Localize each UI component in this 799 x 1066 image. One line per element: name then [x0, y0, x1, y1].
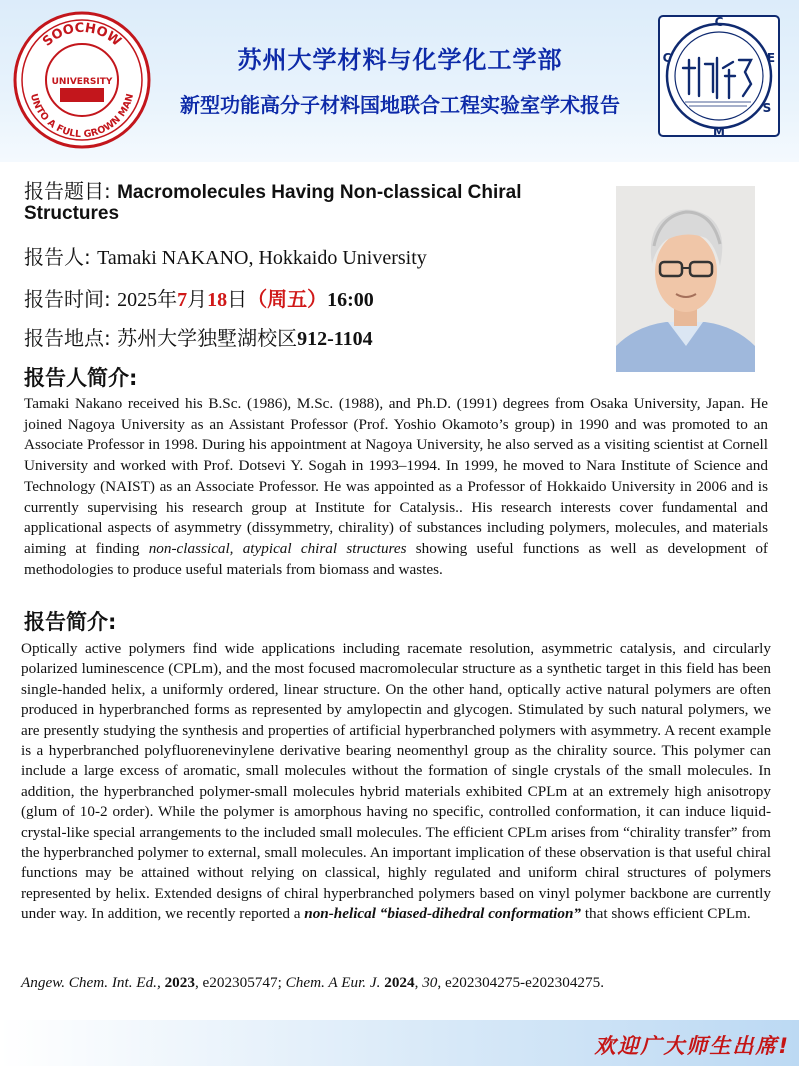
college-cc-e-ms-logo — [655, 12, 783, 140]
speaker-photo — [616, 186, 755, 372]
logo-letter-bottom-right: S — [762, 101, 772, 115]
place-label: 报告地点: — [24, 326, 118, 350]
topic-title-continued: Structures — [24, 203, 120, 224]
abstract-text-end: that shows efficient CPLm. — [581, 905, 751, 923]
time-label: 报告时间: — [24, 287, 118, 311]
abstract-heading: 报告简介: — [24, 610, 117, 634]
seal-bottom-text: UNTO A FULL GROWN MAN — [27, 92, 137, 141]
ref2-id: , e202304275-e202304275. — [437, 974, 604, 991]
logo-letter-bottom: M — [713, 125, 725, 139]
topic-line-1 — [24, 175, 522, 204]
faculty-title: 苏州大学材料与化学化工学部 — [237, 46, 563, 74]
place-campus: 苏州大学独墅湖校区 — [117, 326, 298, 350]
ref2-separator: , — [414, 974, 423, 991]
speaker-line — [24, 241, 427, 270]
logo-letter-left: C — [662, 51, 672, 65]
ref2-volume: 30 — [422, 974, 438, 991]
time-line — [24, 283, 374, 312]
abstract-bold-phrase: non-helical “biased-dihedral conformation” — [304, 905, 582, 923]
logo-letter-top: C — [714, 15, 724, 29]
time-hour: 16:00 — [327, 289, 374, 311]
ref1-id: , e202305747; — [194, 974, 286, 991]
place-room: 912-1104 — [297, 328, 373, 350]
time-day-unit: 日 — [227, 287, 248, 311]
seal-side-text: UNIVERSITY — [51, 77, 113, 87]
references-line — [21, 974, 781, 992]
bio-text: Tamaki Nakano received his B.Sc. (1986), M.Sc. (1988), and Ph.D. (1991) degrees from Osaka University, Japan. He joined Nagoya University as an Assistant Professor (Prof. Yoshio Okamoto’s group) in 1990 and was promoted to an Associate Professor in 1998. During his appointment at Nagoya University, he also served as a visiting scientist at Cornell University and worked with Prof. Dotsevi Y. Sogah in 1993–1994. In 1999, he moved to Nara Institute of Science and Technology (NAIST) as an Associate Professor. He was appointed as a Professor of Hokkaido University in 2006 and is currently supervising his research group at Institute for Catalysis.. His research interests cover fundamental and applicational aspects of asymmetry (dissymmetry, chirality) of substances including polymers, molecules, and materials aiming at finding — [24, 395, 768, 557]
topic-line-2 — [24, 202, 119, 225]
time-weekday: （周五） — [247, 287, 328, 311]
ref1-journal: Angew. Chem. Int. Ed., — [21, 974, 161, 991]
bio-paragraph — [24, 394, 768, 580]
lab-lecture-title: 新型功能高分子材料国地联合工程实验室学术报告 — [180, 93, 620, 117]
time-year: 2025年 — [117, 289, 178, 311]
bio-heading: 报告人简介: — [24, 366, 138, 390]
topic-label: 报告题目: — [24, 179, 118, 203]
soochow-university-seal-logo — [12, 10, 152, 150]
bio-text-end: showing useful functions as well as development of methodologies to produce useful materials from biomass and wastes. — [24, 539, 768, 578]
abstract-text: Optically active polymers find wide applications including racemate resolution, asymmetric catalysis, and circularly polarized luminescence (CPLm), and the most focused macromolecular structure as a synthetic target in this field has been single-handed helix, a uniformly ordered, linear structure. On the other hand, optically active natural polymers are often produced in hyperbranched forms as represented by amylopectin and glycogen. Stimulated by such natural polymers, we are presently studying the synthesis and properties of artificial hyperbranched polymers with asymmetry. A recent example is a hyperbranched polyfluorenevinylene derivative bearing neomenthyl group as the chirality source. This polymer can include a large excess of aromatic, small molecules without the formation of single crystals of the small molecules. In addition, the hyperbranched polymer-small molecules hybrid materials exhibited CPLm at an extremely high anisotropy (glum of 10-2 order). While the polymer is amorphous having no specific, controlled conformation, it can induce liquid-crystal-like special arrangements to the included small molecules. The efficient CPLm arises from “chirality transfer” from the hyperbranched polymer to external, small molecules. An important implication of these observation is that useful chiral functions may be attained without relying on classical, highly regulated and uniform chiral structures of polymers represented by helix. Extended designs of chiral hyperbranched polymers based on vinyl polymer backbone are currently under way. In addition, we recently reported a — [21, 640, 771, 923]
logo-letter-right: E — [766, 51, 776, 65]
welcome-message: 欢迎广大师生出席! — [594, 1034, 790, 1058]
seal-top-text: SOOCHOW — [40, 20, 124, 50]
abstract-paragraph — [21, 639, 771, 925]
time-month-unit: 月 — [187, 287, 208, 311]
speaker-name: Tamaki NAKANO, Hokkaido University — [97, 247, 427, 269]
ref2-journal: Chem. A Eur. J. — [285, 974, 381, 991]
bio-italic-phrase: non-classical, atypical chiral structures — [148, 539, 407, 557]
place-line — [24, 322, 373, 351]
ref2-year: 2024 — [384, 974, 415, 991]
header-banner — [0, 0, 799, 162]
topic-title: Macromolecules Having Non-classical Chiral — [117, 182, 522, 203]
ref1-year: 2023 — [164, 974, 195, 991]
time-day: 18 — [207, 289, 228, 311]
speaker-label: 报告人: — [24, 245, 98, 269]
time-month: 7 — [177, 289, 188, 311]
